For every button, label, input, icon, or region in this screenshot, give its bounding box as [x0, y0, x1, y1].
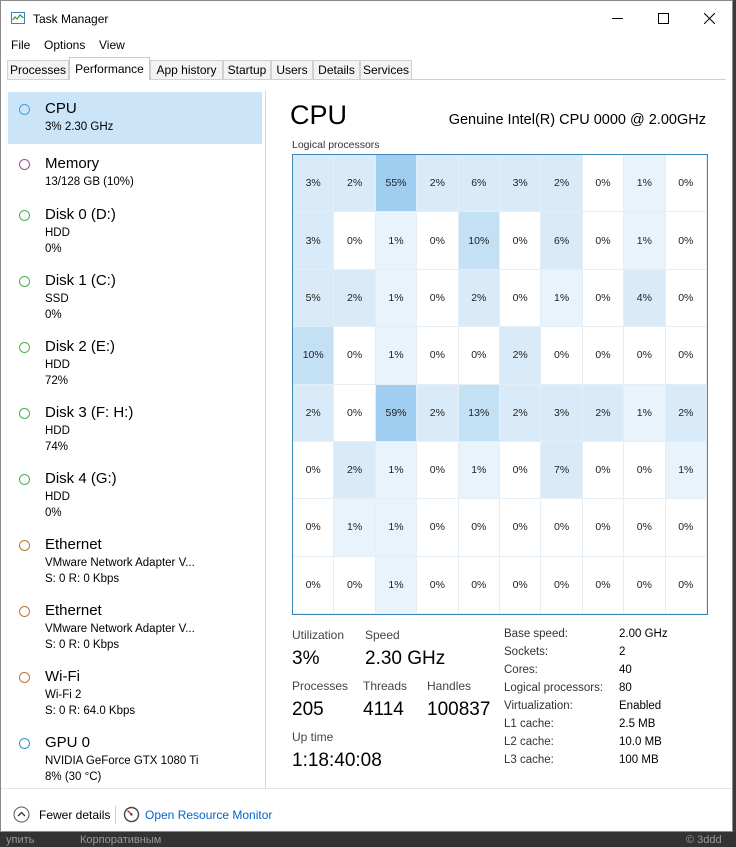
logical-processor-cell: 1% — [376, 442, 417, 499]
logical-processor-cell: 2% — [334, 442, 375, 499]
logical-processor-cell: 0% — [459, 557, 500, 614]
taskbar-text-2: Корпоративным — [80, 834, 162, 846]
sidebar-item-usage: 8% (30 °C) — [45, 771, 102, 783]
logical-processor-cell: 0% — [293, 442, 334, 499]
close-button[interactable] — [686, 1, 732, 35]
logical-processor-cell: 0% — [583, 557, 624, 614]
logical-processor-cell: 0% — [293, 499, 334, 556]
logical-processor-cell: 13% — [459, 385, 500, 442]
spec-value: 2 — [619, 646, 626, 658]
logical-processor-cell: 3% — [500, 155, 541, 212]
menu-bar — [1, 35, 732, 55]
sidebar-item-type: HDD — [45, 491, 70, 503]
spec-label: Sockets: — [504, 646, 549, 658]
spec-label: Virtualization: — [504, 700, 573, 712]
logical-processor-cell: 1% — [624, 385, 665, 442]
sidebar-item-adapter: Wi-Fi 2 — [45, 689, 82, 701]
uptime-label: Up time — [292, 730, 334, 744]
sidebar-item-model: NVIDIA GeForce GTX 1080 Ti — [45, 755, 199, 767]
spec-label: Base speed: — [504, 628, 568, 640]
sidebar-item-type: HDD — [45, 425, 70, 437]
logical-processor-cell: 0% — [541, 557, 582, 614]
network-color-circle — [19, 540, 30, 551]
sidebar-item-ethernet-2[interactable] — [8, 594, 262, 660]
utilization-value: 3% — [292, 648, 320, 669]
logical-processor-cell: 0% — [500, 499, 541, 556]
logical-processor-cell: 0% — [666, 270, 707, 327]
sidebar-item-type: HDD — [45, 359, 70, 371]
resource-sidebar — [8, 90, 264, 790]
logical-processor-cell: 2% — [293, 385, 334, 442]
logical-processor-cell: 0% — [624, 327, 665, 384]
threads-label: Threads — [363, 679, 408, 693]
logical-processor-cell: 0% — [583, 442, 624, 499]
sidebar-item-usage: 0% — [45, 309, 62, 321]
sidebar-item-title: Disk 0 (D:) — [45, 206, 116, 223]
threads-value: 4114 — [363, 699, 404, 720]
processes-value: 205 — [292, 699, 324, 720]
footer-bar — [1, 801, 732, 829]
footer-separator — [115, 806, 116, 824]
sidebar-item-detail: 13/128 GB (10%) — [45, 176, 134, 188]
sidebar-item-type: HDD — [45, 227, 70, 239]
spec-value: 80 — [619, 682, 632, 694]
logical-processor-cell: 0% — [666, 212, 707, 269]
resource-monitor-icon[interactable] — [123, 806, 140, 823]
close-icon — [704, 13, 715, 24]
tab-startup[interactable]: Startup — [223, 60, 271, 79]
logical-processor-cell: 0% — [417, 557, 458, 614]
sidebar-item-ethernet-1[interactable] — [8, 528, 262, 594]
logical-processor-cell: 1% — [376, 557, 417, 614]
sidebar-item-title: Disk 1 (C:) — [45, 272, 116, 289]
sidebar-item-title: CPU — [45, 100, 77, 117]
logical-processor-cell: 1% — [376, 499, 417, 556]
chevron-up-circle-icon[interactable] — [13, 806, 30, 823]
sidebar-item-title: Ethernet — [45, 602, 102, 619]
maximize-button[interactable] — [640, 1, 686, 35]
logical-processor-cell: 0% — [417, 212, 458, 269]
logical-processor-cell: 0% — [459, 499, 500, 556]
logical-processor-cell: 0% — [541, 327, 582, 384]
logical-processor-cell: 2% — [459, 270, 500, 327]
sidebar-item-usage: 0% — [45, 507, 62, 519]
sidebar-item-adapter: VMware Network Adapter V... — [45, 623, 195, 635]
logical-processor-cell: 1% — [624, 155, 665, 212]
logical-processor-cell: 0% — [583, 327, 624, 384]
disk-color-circle — [19, 408, 30, 419]
logical-processor-cell: 0% — [666, 557, 707, 614]
logical-processor-cell: 2% — [583, 385, 624, 442]
spec-label: Logical processors: — [504, 682, 604, 694]
tab-processes[interactable]: Processes — [7, 60, 69, 79]
disk-color-circle — [19, 342, 30, 353]
logical-processors-grid — [292, 154, 708, 615]
sidebar-item-disk-0[interactable] — [8, 198, 262, 264]
disk-color-circle — [19, 210, 30, 221]
sidebar-item-cpu[interactable] — [8, 92, 262, 144]
menu-options[interactable]: Options — [44, 38, 86, 52]
logical-processor-cell: 0% — [624, 499, 665, 556]
logical-processor-cell: 0% — [624, 557, 665, 614]
logical-processor-cell: 0% — [334, 327, 375, 384]
handles-label: Handles — [427, 679, 472, 693]
logical-processor-cell: 1% — [624, 212, 665, 269]
utilization-label: Utilization — [292, 628, 345, 642]
logical-processor-cell: 2% — [334, 270, 375, 327]
sidebar-item-disk-4[interactable] — [8, 462, 262, 528]
logical-processor-cell: 2% — [417, 155, 458, 212]
sidebar-item-usage: 74% — [45, 441, 69, 453]
taskbar-text-3: © 3ddd — [686, 834, 722, 846]
sidebar-item-gpu[interactable] — [8, 726, 262, 792]
logical-processor-cell: 0% — [583, 212, 624, 269]
logical-processor-cell: 1% — [459, 442, 500, 499]
cpu-model-name: Genuine Intel(R) CPU 0000 @ 2.00GHz — [448, 112, 706, 128]
spec-value: 40 — [619, 664, 632, 676]
spec-label: L3 cache: — [504, 754, 554, 766]
logical-processor-cell: 10% — [293, 327, 334, 384]
memory-color-circle — [19, 159, 30, 170]
logical-processor-cell: 3% — [541, 385, 582, 442]
logical-processor-cell: 1% — [334, 499, 375, 556]
sidebar-item-usage: 72% — [45, 375, 69, 387]
logical-processor-cell: 7% — [541, 442, 582, 499]
logical-processors-label: Logical processors — [292, 139, 380, 151]
fewer-details-link[interactable]: Fewer details — [39, 808, 111, 822]
sidebar-divider — [265, 90, 266, 788]
logical-processor-cell: 0% — [417, 442, 458, 499]
logical-processor-cell: 55% — [376, 155, 417, 212]
menu-view[interactable]: View — [99, 38, 125, 52]
logical-processor-cell: 0% — [500, 442, 541, 499]
logical-processor-cell: 2% — [334, 155, 375, 212]
sidebar-item-throughput: S: 0 R: 0 Kbps — [45, 639, 120, 651]
logical-processor-cell: 0% — [334, 212, 375, 269]
gpu-color-circle — [19, 738, 30, 749]
logical-processor-cell: 3% — [293, 212, 334, 269]
menu-file[interactable]: File — [11, 38, 31, 52]
logical-processor-cell: 1% — [376, 270, 417, 327]
logical-processor-cell: 0% — [583, 270, 624, 327]
page-title: CPU — [290, 100, 348, 130]
sidebar-item-usage: 0% — [45, 243, 62, 255]
sidebar-item-disk-3[interactable] — [8, 396, 262, 462]
sidebar-item-throughput: S: 0 R: 64.0 Kbps — [45, 705, 136, 717]
logical-processor-cell: 5% — [293, 270, 334, 327]
logical-processor-cell: 1% — [541, 270, 582, 327]
logical-processor-cell: 0% — [541, 499, 582, 556]
sidebar-item-title: Memory — [45, 155, 100, 172]
logical-processor-cell: 0% — [459, 327, 500, 384]
network-color-circle — [19, 606, 30, 617]
minimize-button[interactable] — [594, 1, 640, 35]
logical-processor-cell: 2% — [500, 327, 541, 384]
logical-processor-cell: 1% — [376, 327, 417, 384]
handles-value: 100837 — [427, 699, 491, 720]
logical-processor-cell: 1% — [666, 442, 707, 499]
logical-processor-cell: 0% — [417, 270, 458, 327]
logical-processor-cell: 2% — [417, 385, 458, 442]
logical-processor-cell: 2% — [541, 155, 582, 212]
logical-processor-cell: 0% — [500, 270, 541, 327]
task-manager-icon — [11, 12, 25, 24]
logical-processor-cell: 0% — [417, 327, 458, 384]
logical-processor-cell: 0% — [293, 557, 334, 614]
tab-services[interactable]: Services — [360, 60, 412, 79]
spec-label: Cores: — [504, 664, 538, 676]
sidebar-item-detail: 3% 2.30 GHz — [45, 121, 114, 133]
logical-processor-cell: 10% — [459, 212, 500, 269]
spec-value: 2.00 GHz — [619, 628, 668, 640]
logical-processor-cell: 6% — [459, 155, 500, 212]
logical-processor-cell: 0% — [624, 442, 665, 499]
network-color-circle — [19, 672, 30, 683]
logical-processor-cell: 0% — [666, 155, 707, 212]
uptime-value: 1:18:40:08 — [292, 750, 382, 771]
logical-processor-cell: 0% — [500, 212, 541, 269]
tab-details[interactable]: Details — [313, 60, 360, 79]
tab-performance[interactable]: Performance — [69, 57, 150, 80]
logical-processor-cell: 0% — [666, 499, 707, 556]
disk-color-circle — [19, 474, 30, 485]
spec-value: Enabled — [619, 700, 662, 712]
sidebar-item-adapter: VMware Network Adapter V... — [45, 557, 195, 569]
spec-value: 100 MB — [619, 754, 659, 766]
spec-label: L1 cache: — [504, 718, 554, 730]
logical-processor-cell: 0% — [334, 385, 375, 442]
spec-label: L2 cache: — [504, 736, 554, 748]
logical-processor-cell: 1% — [376, 212, 417, 269]
background-taskbar — [0, 832, 736, 847]
window-title: Task Manager — [33, 12, 109, 26]
speed-label: Speed — [365, 628, 400, 642]
sidebar-item-title: Wi-Fi — [45, 668, 80, 685]
tab-strip — [7, 57, 726, 80]
sidebar-item-title: GPU 0 — [45, 734, 91, 751]
sidebar-item-title: Disk 3 (F: H:) — [45, 404, 134, 421]
footer-divider — [1, 788, 732, 789]
sidebar-item-wifi[interactable] — [8, 660, 262, 726]
title-bar[interactable] — [1, 1, 732, 35]
logical-processor-cell: 0% — [417, 499, 458, 556]
sidebar-item-disk-1[interactable] — [8, 264, 262, 330]
logical-processor-cell: 0% — [334, 557, 375, 614]
logical-processor-cell: 3% — [293, 155, 334, 212]
sidebar-item-title: Ethernet — [45, 536, 102, 553]
tab-users[interactable]: Users — [271, 60, 313, 79]
logical-processor-cell: 0% — [500, 557, 541, 614]
open-resource-monitor-link[interactable]: Open Resource Monitor — [145, 808, 273, 822]
spec-value: 2.5 MB — [619, 718, 656, 730]
sidebar-item-title: Disk 2 (E:) — [45, 338, 116, 355]
cpu-color-circle — [19, 104, 30, 115]
maximize-icon — [658, 13, 669, 24]
sidebar-item-title: Disk 4 (G:) — [45, 470, 117, 487]
sidebar-item-throughput: S: 0 R: 0 Kbps — [45, 573, 120, 585]
spec-value: 10.0 MB — [619, 736, 662, 748]
logical-processor-cell: 2% — [666, 385, 707, 442]
logical-processor-cell: 0% — [583, 155, 624, 212]
logical-processor-cell: 4% — [624, 270, 665, 327]
speed-value: 2.30 GHz — [365, 648, 446, 669]
logical-processor-cell: 0% — [583, 499, 624, 556]
sidebar-item-type: SSD — [45, 293, 69, 305]
sidebar-item-disk-2[interactable] — [8, 330, 262, 396]
minimize-icon — [612, 13, 623, 24]
logical-processor-cell: 6% — [541, 212, 582, 269]
tab-app-history[interactable]: App history — [150, 60, 223, 79]
logical-processor-cell: 0% — [666, 327, 707, 384]
logical-processor-cell: 2% — [500, 385, 541, 442]
logical-processor-cell: 59% — [376, 385, 417, 442]
processes-label: Processes — [292, 679, 349, 693]
taskbar-text-1: упить — [6, 834, 35, 846]
disk-color-circle — [19, 276, 30, 287]
